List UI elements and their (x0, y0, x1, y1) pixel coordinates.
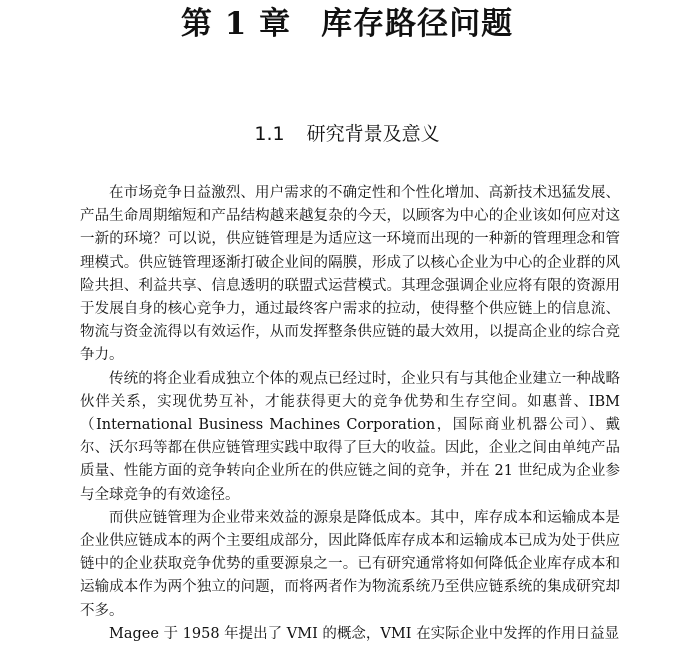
paragraph: Magee 于 1958 年提出了 VMI 的概念，VMI 在实际企业中发挥的作用日益显 (109, 625, 620, 642)
paragraph: 传统的将企业看成独立个体的观点已经过时，企业只有与其他企业建立一种战略伙伴关系，实现优势互补，才能获得更大的竞争优势和生存空间。如惠普、IBM（International Business Machines Corporation，国际商业机器公司）、戴尔、沃尔玛等都在供应链管理实践中取得了巨大的收益。因此，企业之间由单纯产品质量、性能方面的竞争转向企业所在的供应链之间的竞争，并在 21 世纪成为企业参与全球竞争的有效途径。 (80, 370, 620, 503)
chapter-number: 第 1 章 (180, 6, 292, 42)
section-number: 1.1 (254, 123, 285, 145)
body-text (80, 182, 620, 646)
section-title (0, 120, 694, 148)
section-title-text: 研究背景及意义 (306, 123, 440, 145)
paragraph: 在市场竞争日益激烈、用户需求的不确定性和个性化增加、高新技术迅猛发展、产品生命周期缩短和产品结构越来越复杂的今天，以顾客为中心的企业该如何应对这一新的环境？可以说，供应链管理是为适应这一环境而出现的一种新的管理理念和管理模式。供应链管理逐渐打破企业间的隔膜，形成了以核心企业为中心的企业群的风险共担、利益共享、信息透明的联盟式运营模式。其理念强调企业应将有限的资源用于发展自身的核心竞争力，通过最终客户需求的拉动，使得整个供应链上的信息流、物流与资金流得以有效运作，从而发挥整条供应链的最大效用，以提高企业的综合竞争力。 (80, 185, 620, 364)
chapter-title-text: 库存路径问题 (321, 6, 514, 42)
paragraph: 而供应链管理为企业带来效益的源泉是降低成本。其中，库存成本和运输成本是企业供应链成本的两个主要组成部分，因此降低库存成本和运输成本已成为处于供应链中的企业获取竞争优势的重要源泉之一。已有研究通常将如何降低企业库存成本和运输成本作为两个独立的问题，而将两者作为物流系统乃至供应链系统的集成研究却不多。 (80, 509, 620, 619)
chapter-title (0, 4, 694, 44)
